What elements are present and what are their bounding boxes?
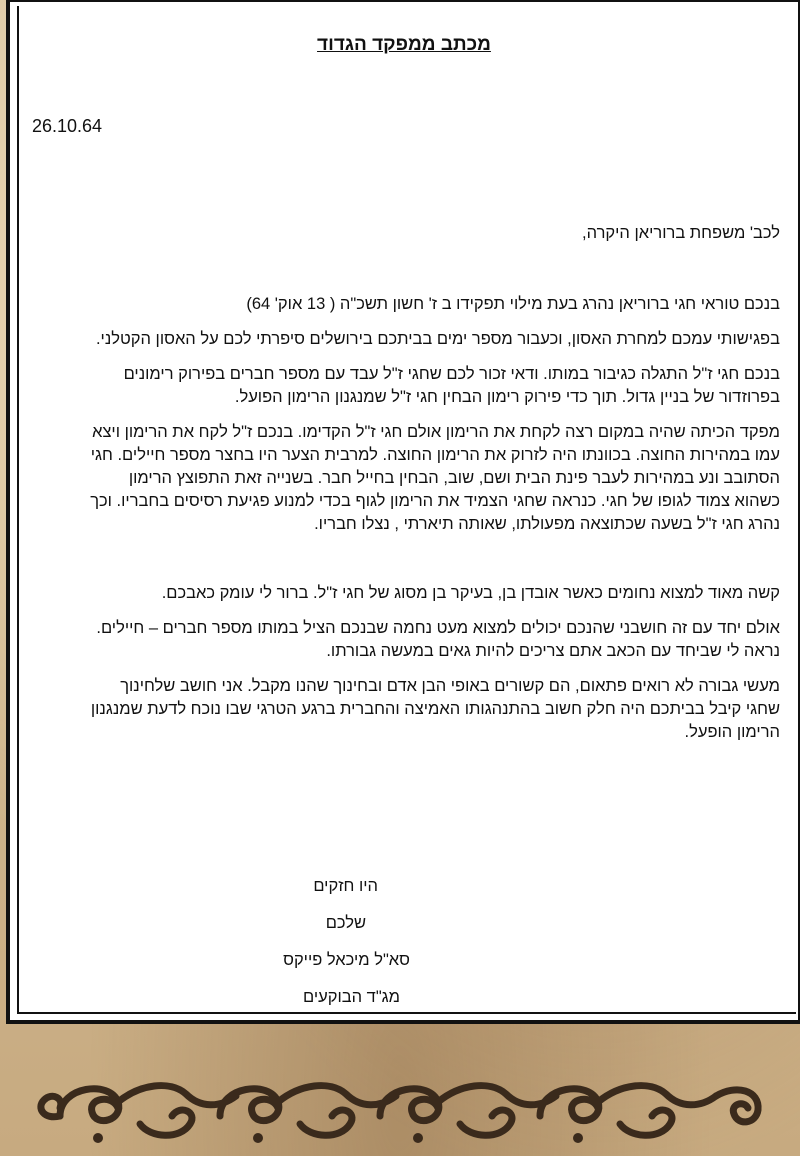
scroll-motif bbox=[380, 1086, 556, 1143]
scroll-motif bbox=[60, 1086, 236, 1143]
letter-title: מכתב ממפקד הגדוד bbox=[317, 34, 491, 55]
flourish-ornament-icon bbox=[0, 1024, 800, 1156]
closing-line: היו חזקים bbox=[313, 877, 378, 895]
signer-name: סא"ל מיכאל פייקס bbox=[283, 951, 410, 969]
scroll-motif bbox=[220, 1086, 396, 1143]
signer-title: מג"ד הבוקעים bbox=[303, 988, 400, 1006]
letter-paragraph: מפקד הכיתה שהיה במקום רצה לקחת את הרימון אולם חגי ז"ל הקדימו. בנכם ז"ל לקח את הרימון ויצא עמו במהירות החוצה. בכוונתו היה לזרוק את הרימון החוצה. למרבית הצער היו בחצר מספר חיילים. חגי הסתובב ונע במהירות לעבר פינת הבית ושם, שוב, הבחין בחייל חבר. בשנייה זאת התפוצץ הרימון כשהוא צמוד לגופו של חגי. כנראה שחגי הצמיד את הרימון לגוף בכדי למנוע פגיעת רסיסים בחבריו. וכך נהרג חגי ז"ל בשעה שכתוצאה מפעולתו, שאותה תיארתי , נצלו חבריו. bbox=[90, 423, 780, 533]
letter-body bbox=[88, 222, 780, 756]
letter-greeting: לכב' משפחת ברוריאן היקרה, bbox=[582, 224, 780, 242]
letter-paragraph: בפגישותי עמכם למחרת האסון, וכעבור מספר ימים בביתכם בירושלים סיפרתי לכם על האסון הקטלני. bbox=[95, 330, 780, 348]
letter-date: 26.10.64 bbox=[32, 116, 103, 136]
letter-paragraph: קשה מאוד למצוא נחומים כאשר אובדן בן, בעיקר בן מסוג של חגי ז"ל. ברור לי עומק כאבכם. bbox=[161, 584, 780, 602]
letter-paragraph: אולם יחד עם זה חושבני שהנכם יכולים למצוא מעט נחמה שבנכם הציל במותו מספר חברים – חיילים. נראה לי שביחד עם הכאב אתם צריכים להיות גאים במעשה גבורתו. bbox=[96, 619, 780, 660]
sign-off-line: שלכם bbox=[325, 914, 366, 932]
flourish-ornament-icon-svg bbox=[0, 1024, 800, 1156]
letter-paragraph: מעשי גבורה לא רואים פתאום, הם קשורים באופי הבן אדם ובחינוך שהנו מקבל. אני חושב שלחינוך שחגי קיבל בביתכם היה חלק חשוב בהתנהגותו האמיצה והחברית ברגע הטרגי שבו נוכח לדעת שמנגנון הרימון הופעל. bbox=[90, 677, 780, 741]
end-curl-left bbox=[41, 1096, 61, 1117]
end-curl-right bbox=[716, 1090, 758, 1122]
letter-paragraph: בנכם טוראי חגי ברוריאן נהרג בעת מילוי תפקידו ב ז' חשון תשכ"ה ( 13 אוק' 64) bbox=[246, 295, 780, 313]
letter-frame bbox=[6, 0, 800, 1024]
scroll-motif bbox=[540, 1086, 716, 1143]
letter-paragraph: בנכם חגי ז"ל התגלה כגיבור במותו. ודאי זכור לכם שחגי ז"ל עבד עם מספר חברים בפירוק רימונים בפרוזדור של בניין גדול. תוך כדי פירוק רימון הבחין חגי ז"ל שמנגנון הרימון הפועל. bbox=[123, 365, 780, 406]
